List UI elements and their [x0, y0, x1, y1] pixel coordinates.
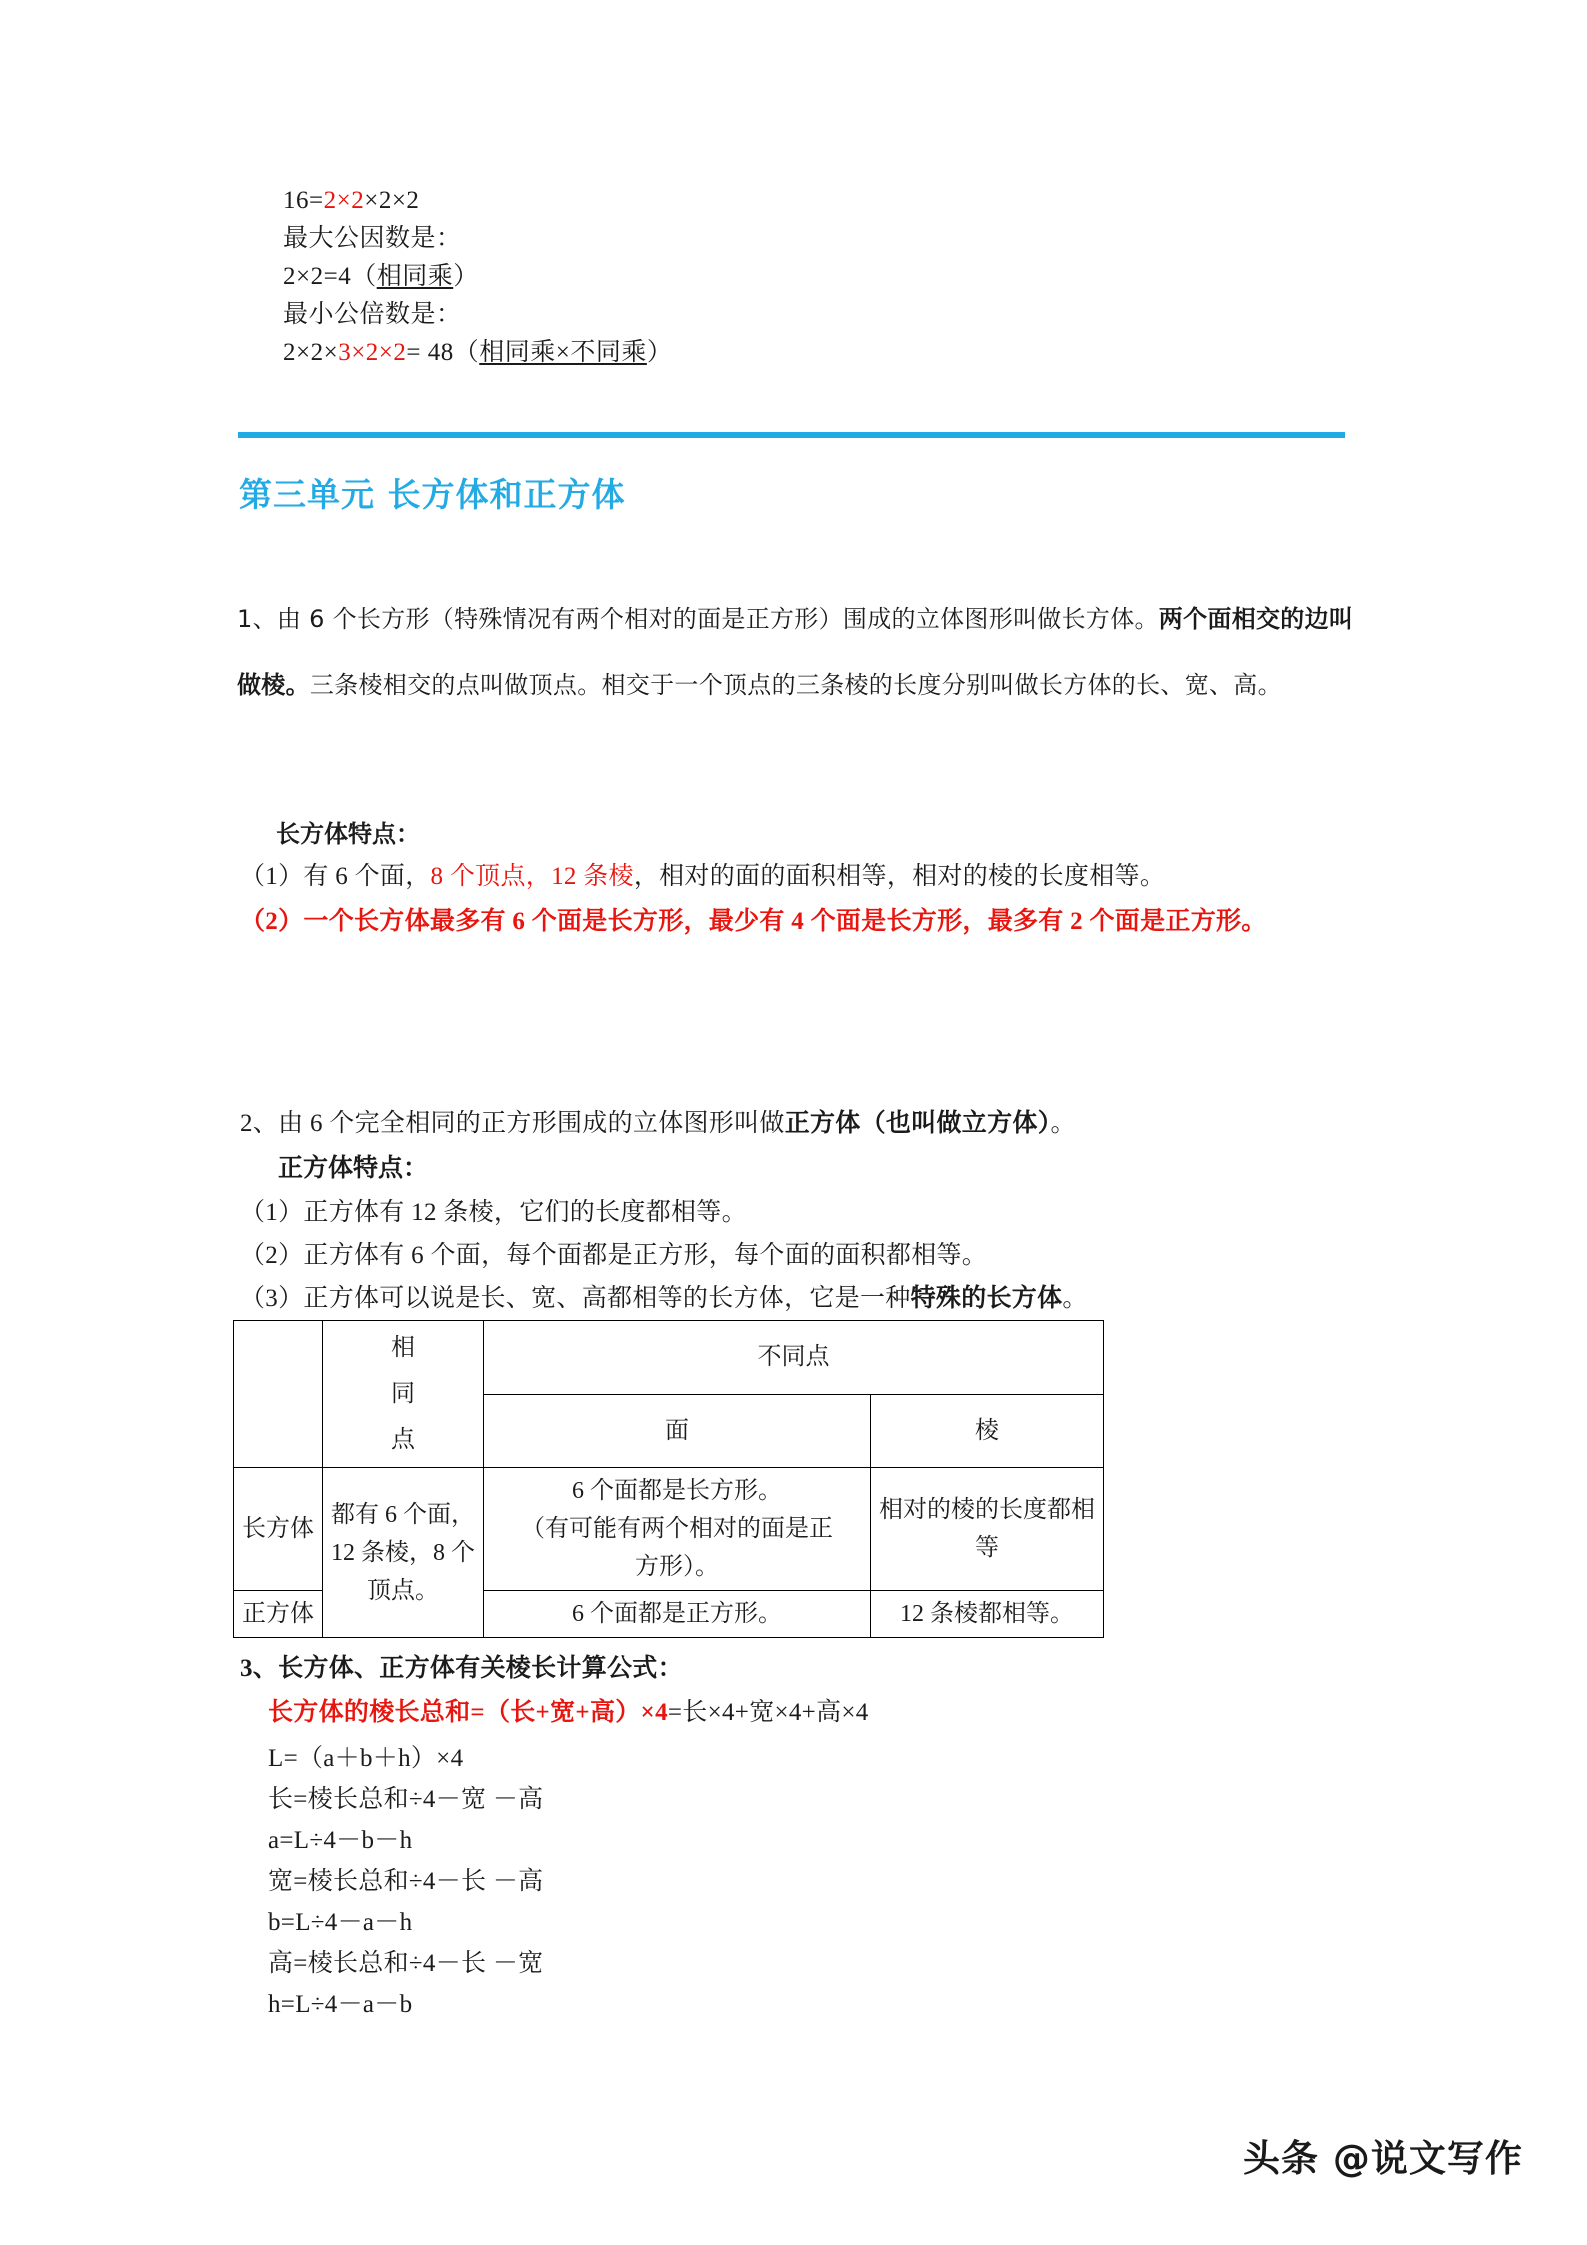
cell-cuboid-same [323, 1468, 484, 1638]
text-segment: 2、由 6 个完全相同的正方形围成的立体图形叫做 [240, 1110, 785, 1137]
formula-segment: =长×4+宽×4+高×4 [667, 1699, 869, 1726]
formula-line: 长=棱长总和÷4－宽 －高 [268, 1786, 544, 1813]
cell-line: 相对的棱的长度都相 [879, 1497, 1095, 1523]
formula-line: h=L÷4－a－b [268, 1991, 413, 2018]
cube-feature-1: （1）正方体有 12 条棱，它们的长度都相等。 [240, 1199, 747, 1226]
formula-segment-red: 长方体的棱长总和=（长+宽+高）×4 [268, 1699, 668, 1726]
text-segment: （1）有 6 个面， [240, 863, 431, 890]
row-label-cube: 正方体 [234, 1591, 323, 1638]
cell-line: 等 [975, 1535, 999, 1561]
text-segment: 最小公倍数是： [283, 301, 462, 328]
paragraph-segment-bold: 两个面相交的边叫做棱。 [237, 605, 1354, 699]
unit-heading: 第三单元 长方体和正方体 [239, 475, 626, 514]
cell-line: （有可能有两个相对的面是正 [521, 1516, 833, 1542]
cuboid-features-title: 长方体特点： [276, 820, 420, 848]
same-point-char-3: 点 [391, 1427, 415, 1453]
cell-cube-face: 6 个面都是正方形。 [484, 1591, 871, 1638]
text-segment-underlined: 相同乘 [376, 263, 454, 290]
text-segment-underlined: 相同乘×不同乘 [479, 339, 647, 366]
formula-line: L=（a＋b＋h）×4 [268, 1745, 464, 1772]
text-segment: 最大公因数是： [283, 225, 462, 252]
text-segment: 2×2× [283, 339, 339, 366]
section-divider-rule [238, 432, 1345, 438]
table-subheader-edge: 棱 [871, 1394, 1104, 1468]
comparison-table [233, 1320, 1104, 1638]
text-segment-bold: 特殊的长方体 [910, 1285, 1063, 1312]
text-segment: 16= [283, 187, 324, 214]
table-header-different-point: 不同点 [484, 1321, 1104, 1395]
cell-line: 方形）。 [635, 1554, 719, 1580]
lcm-label-line [283, 296, 1183, 334]
table-subheader-face: 面 [484, 1394, 871, 1468]
cube-feature-3 [240, 1277, 1088, 1320]
cuboid-edge-sum-formula [268, 1692, 869, 1728]
cube-feature-2: （2）正方体有 6 个面，每个面都是正方形，每个面的面积都相等。 [240, 1242, 988, 1269]
row-label-cuboid: 长方体 [234, 1468, 323, 1591]
cell-line: 顶点。 [367, 1577, 439, 1604]
text-segment: 2×2=4（ [283, 263, 377, 290]
cube-features-title: 正方体特点： [278, 1155, 429, 1182]
section3-heading: 3、长方体、正方体有关棱长计算公式： [240, 1655, 683, 1682]
section1-paragraph [237, 586, 1357, 718]
cell-line: 6 个面都是长方形。 [572, 1478, 782, 1504]
cube-features-list [240, 1191, 1088, 1320]
cell-cuboid-edge [871, 1468, 1104, 1591]
paragraph-segment: 1、由 6 个长方形（特殊情况有两个相对的面是正方形）围成的立体图形叫做长方体。 [237, 605, 1159, 633]
factorization-line-16 [283, 182, 1183, 220]
gcd-value-line [283, 258, 1183, 296]
same-point-stacked [331, 1325, 475, 1463]
formula-list [268, 1738, 543, 2025]
text-segment: = 48（ [406, 339, 480, 366]
text-segment-red: 3×2×2 [338, 339, 407, 366]
text-segment: 。 [1062, 1285, 1088, 1312]
cell-line: 12 条棱，8 个 [331, 1539, 475, 1566]
text-segment: ） [453, 263, 479, 290]
text-segment: 。 [1050, 1110, 1076, 1137]
text-segment: ×2×2 [364, 187, 420, 214]
text-segment: （3）正方体可以说是长、宽、高都相等的长方体，它是一种 [240, 1285, 911, 1312]
cell-lines [879, 1491, 1095, 1567]
table-header-same-point [323, 1321, 484, 1468]
lcm-value-line [283, 334, 1183, 372]
text-segment-bold: 正方体（也叫做立方体） [784, 1110, 1051, 1137]
formula-line: 宽=棱长总和÷4－长 －高 [268, 1868, 544, 1895]
cell-lines [331, 1496, 475, 1610]
paragraph-segment: 三条棱相交的点叫做顶点。相交于一个顶点的三条棱的长度分别叫做长方体的长、宽、高。 [309, 671, 1282, 699]
table-corner-cell [234, 1321, 323, 1468]
watermark: 头条 @说文写作 [1243, 2137, 1523, 2180]
table-row [234, 1468, 1104, 1591]
text-segment: ，相对的面的面积相等，相对的棱的长度相等。 [633, 863, 1166, 890]
table-header-row [234, 1321, 1104, 1395]
section2-heading [240, 1103, 1076, 1139]
text-segment-red: 8 个顶点，12 条棱 [430, 863, 634, 890]
cuboid-feature-1 [240, 858, 1165, 896]
cell-cube-edge: 12 条棱都相等。 [871, 1591, 1104, 1638]
cuboid-feature-2: （2）一个长方体最多有 6 个面是长方形，最少有 4 个面是长方形，最多有 2 个面是正方形。 [240, 908, 1267, 935]
prime-factorization-block [283, 182, 1183, 372]
text-segment-red: 2×2 [323, 187, 365, 214]
same-point-char-2: 同 [391, 1381, 415, 1407]
cell-lines [492, 1472, 862, 1586]
gcd-label-line [283, 220, 1183, 258]
same-point-char-1: 相 [391, 1335, 415, 1361]
formula-line: b=L÷4－a－h [268, 1909, 413, 1936]
text-segment: ） [646, 339, 673, 366]
cell-line: 都有 6 个面， [331, 1501, 475, 1528]
formula-line: 高=棱长总和÷4－长 －宽 [268, 1950, 544, 1977]
formula-line: a=L÷4－b－h [268, 1827, 413, 1854]
cell-cuboid-face [484, 1468, 871, 1591]
